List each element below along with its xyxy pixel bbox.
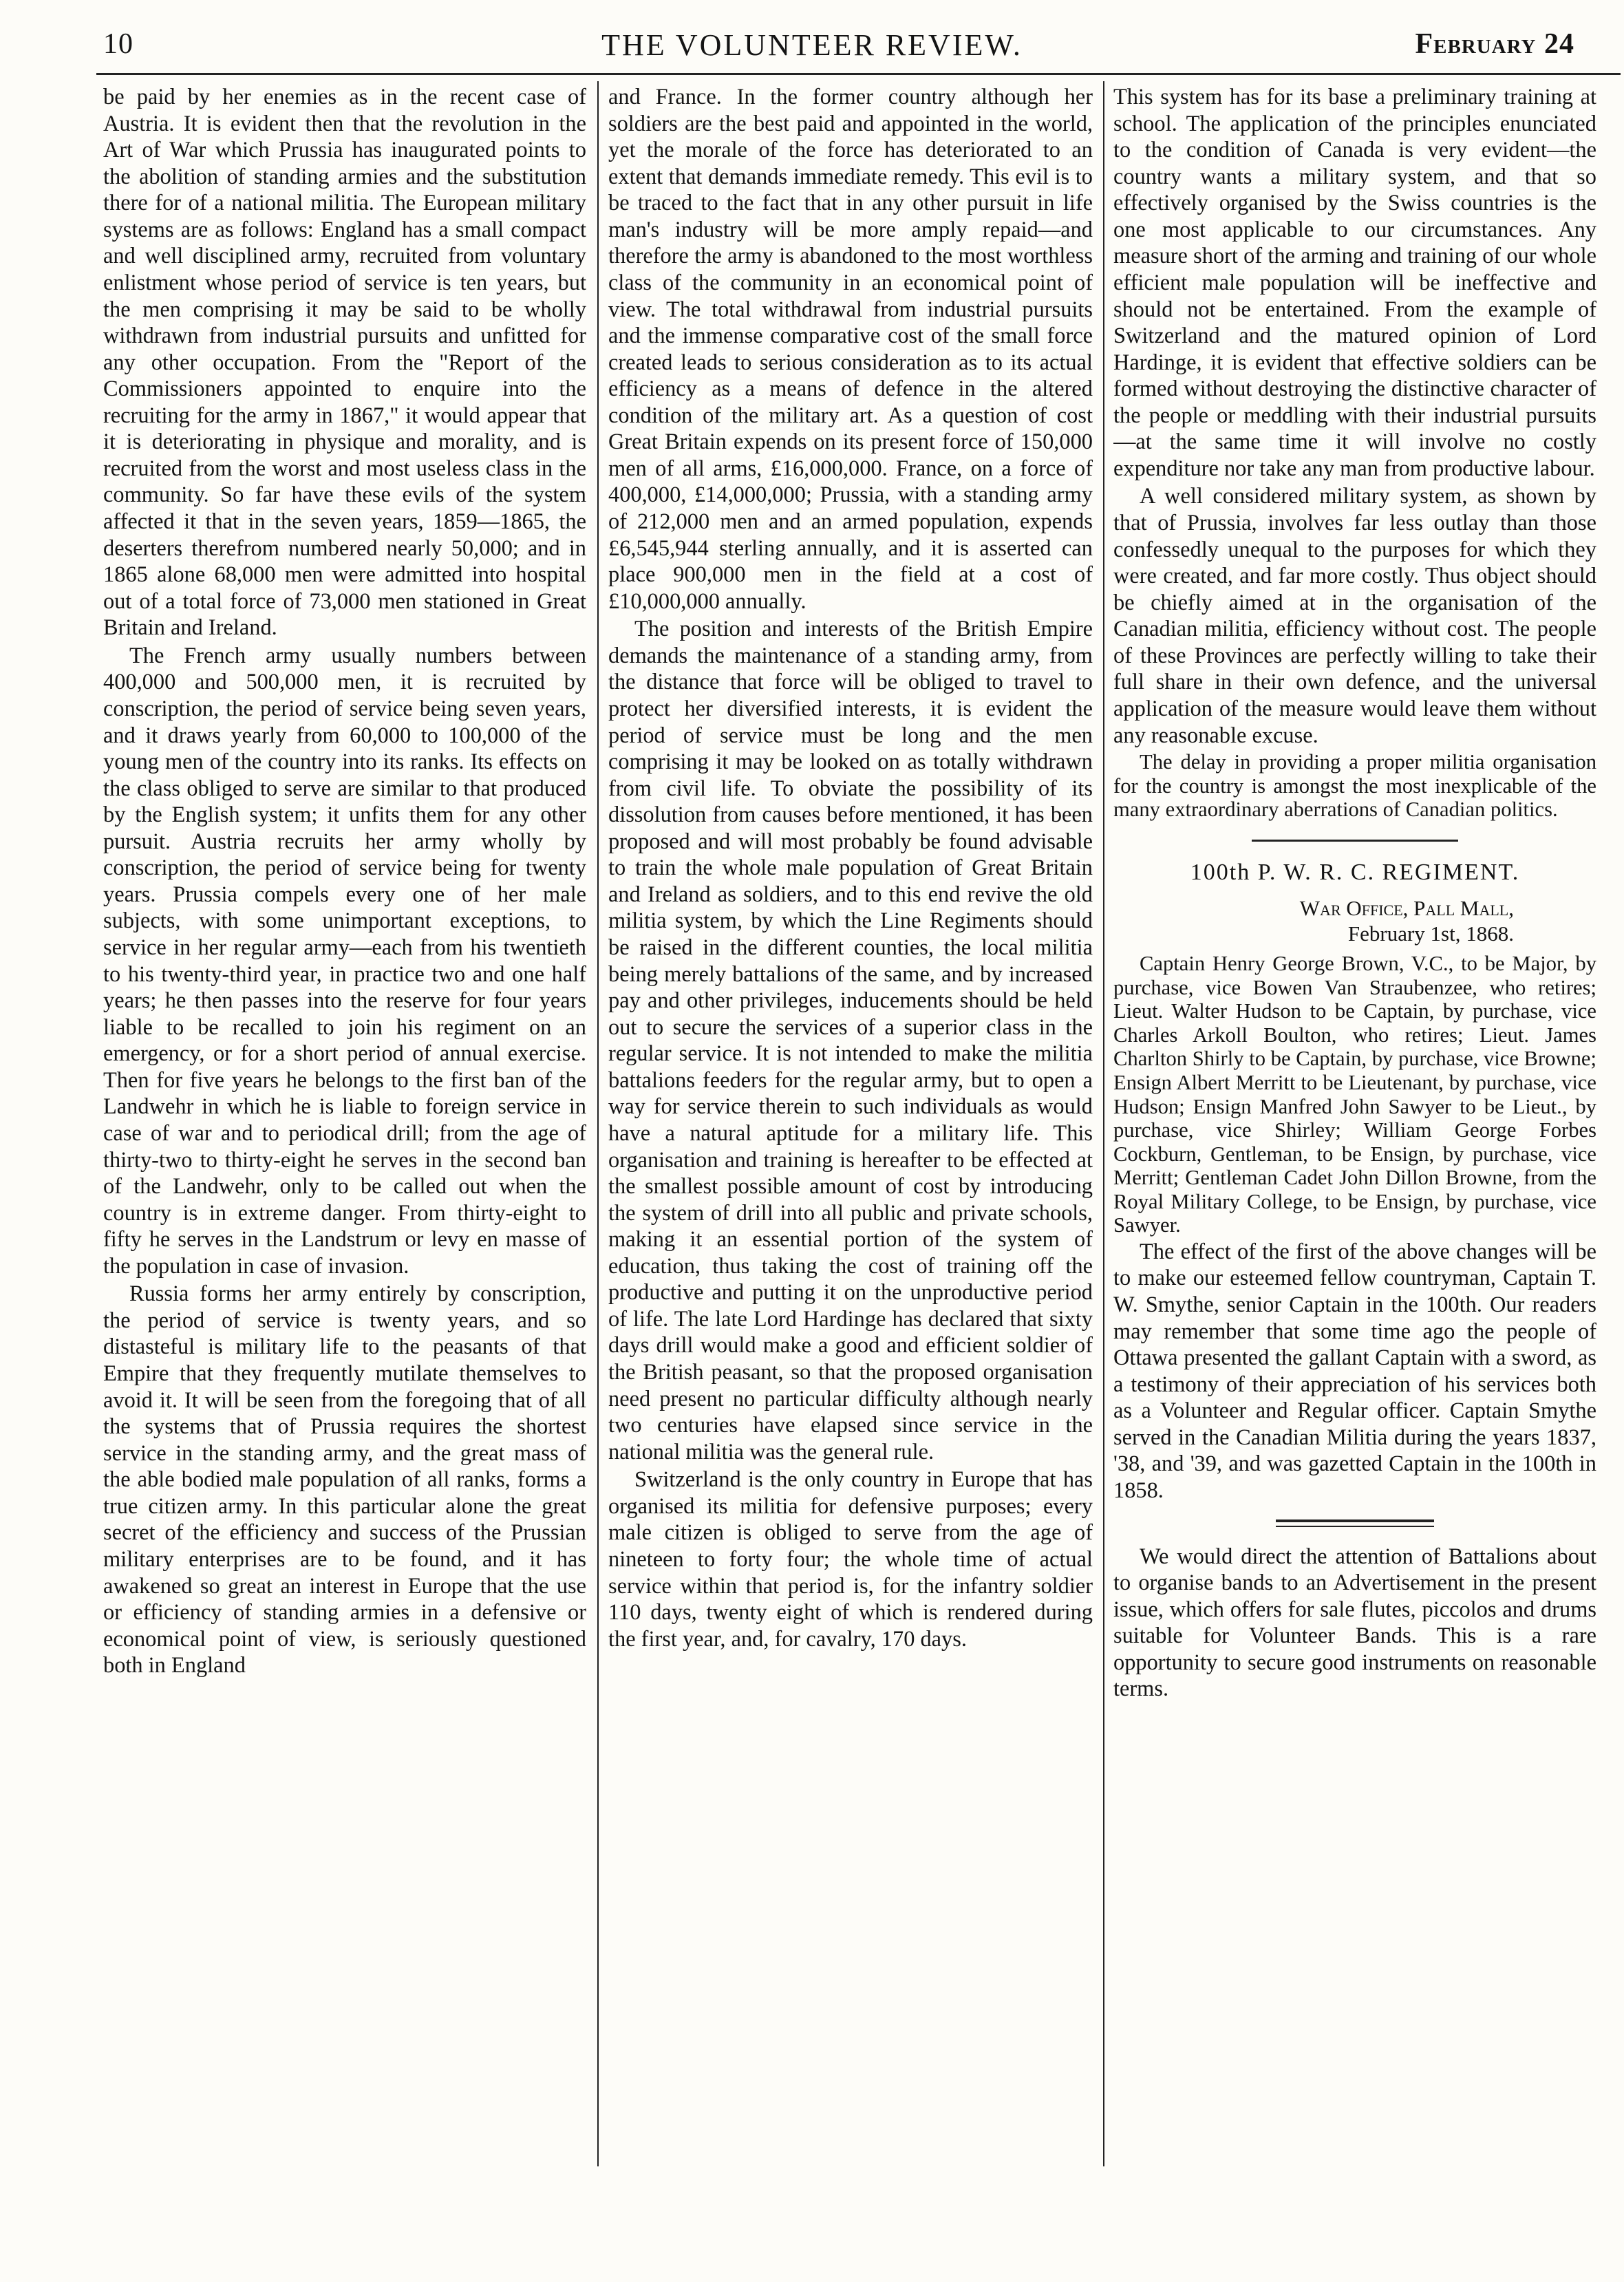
section-rule [1252,840,1458,842]
column-3 [1113,84,1596,2169]
article-paragraph: The French army usually numbers between 400,000 and 500,000 men, it is recruited by conscription, the period of service being seven years, and it draws yearly from 60,000 to 100,000 of the young men of the country into its ranks. Its effects on the class obliged to serve are similar to that produced by the English system; it unfits them for any other pursuit. Austria recruits her army wholly by conscription, the period of service being for twenty years. Prussia compels every one of her male subjects, with some unimportant exceptions, to service in her regular army—each from his twentieth to his twenty-third year, in practice two and one half years; he then passes into the reserve for four years liable to be recalled to join his regiment on an emergency, or for a short period of annual exercise. Then for five years he belongs to the first ban of the Landwehr in which he is liable to foreign service in case of war and to periodical drill; from the age of thirty-two to thirty-eight he serves in the second ban of the Landwehr, only to be called out when the country is in extreme danger. From thirty-eight to fifty he serves in the Landstrum or levy en masse of the population in case of invasion. [103,643,586,1279]
column-2 [608,84,1093,2169]
column-1 [103,84,586,2169]
column-divider-1 [597,81,599,2166]
article-paragraph: This system has for its base a preliminary training at school. The application of the principles enunciated to the condition of Canada is very evident—the country wants a military system, and that so effectively organised by the Swiss countries is the one most applicable to our circumstances. Any measure short of the arming and training of our whole efficient male population will be ineffective and should not be entertained. From the example of Switzerland and the matured opinion of Lord Hardinge, it is evident that effective soldiers can be formed without destroying the distinctive character of the people or meddling with their industrial pursuits—at the same time it will involve no costly expenditure nor take any man from productive labour. [1113,85,1596,481]
dateline [1113,895,1596,946]
office-date: February 1st, 1868. [1347,921,1514,946]
article-paragraph: The delay in providing a proper militia organisation for the country is amongst the most inexplicable of the many extraordinary aberrations of Canadian politics. [1113,750,1596,822]
office-line: War Office, Pall Mall, [1299,895,1514,920]
article-paragraph: and France. In the former country although her soldiers are the best paid and appointed in the world, yet the morale of the force has deteriorated to an extent that demands immediate remedy. This evil is to be traced to the fact that in any other pursuit in life man's industry will be more amply repaid—and therefore the army is abandoned to the most worthless class of the community in an economical point of view. The total withdrawal from industrial pursuits and the immense comparative cost of the small force created leads to serious consideration as to its actual efficiency as a means of defence in the altered condition of the military art. As a question of cost Great Britain expends on its present force of 150,000 men of all arms, £16,000,000. France, on a force of 400,000, £14,000,000; Prussia, with a standing army of 212,000 men and an armed population, expends £6,545,944 sterling annually, and it is asserted can place 900,000 men in the field at a cost of £10,000,000 annually. [608,85,1093,614]
issue-date: February 24 [1415,28,1574,60]
page-number: 10 [103,28,133,60]
regiment-heading: 100th P. W. R. C. REGIMENT. [1190,859,1520,885]
article-paragraph: be paid by her enemies as in the recent case of Austria. It is evident then that the revolution in the Art of War which Prussia has inaugurated points to the abolition of standing armies and the substitution there for of a national militia. The European military systems are as follows: England has a small compact and well disciplined army, recruited from voluntary enlistment whose period of service is ten years, but the men comprising it may be said to be wholly withdrawn from industrial pursuits and unfitted for any other occupation. From the "Report of the Commissioners appointed to enquire into the recruiting for the army in 1867," it would appear that it is deteriorating in physique and morality, and is recruited from the worst and most useless class in the community. So far have these evils of the system affected it that in the seven years, 1859—1865, the deserters therefrom numbered nearly 50,000; and in 1865 alone 68,000 men were admitted into hospital out of a total force of 73,000 men stationed in Great Britain and Ireland. [103,85,586,641]
notice-paragraph: We would direct the attention of Battalions about to organise bands to an Advertisement in the present issue, which offers for sale flutes, piccolos and drums suitable for Volunteer Bands. This is a rare opportunity to secure good instruments on reasonable terms. [1113,1544,1596,1702]
article-paragraph: The effect of the first of the above changes will be to make our esteemed fellow countryman, Captain T. W. Smythe, senior Captain in the 100th. Our readers may remember that some time ago the people of Ottawa presented the gallant Captain with a sword, as a testimony of their appreciation of his services both as a Volunteer and Regular officer. Captain Smythe served in the Canadian Militia during the years 1837, '38, and '39, and was gazetted Captain in the 100th in 1858. [1113,1239,1596,1503]
article-paragraph: Russia forms her army entirely by conscription, the period of service is twenty years, and so distasteful is military life to the peasants of that Empire that they frequently mutilate themselves to avoid it. It will be seen from the foregoing that of all the systems that of Prussia requires the shortest service in the standing army, and the great mass of the able bodied male population of all ranks, forms a true citizen army. In this particular alone the great secret of the efficiency and success of the Prussian military enterprises are to be found, and it has awakened so great an interest in Europe that the use or efficiency of standing armies in a defensive or economical point of view, is seriously questioned both in England [103,1281,586,1678]
column-divider-2 [1103,81,1104,2166]
separator-rule [1276,1519,1434,1527]
article-paragraph: Switzerland is the only country in Europe that has organised its militia for defensive purposes; every male citizen is obliged to serve from the age of nineteen to forty four; the whole time of actual service within that period is, for the infantry soldier 110 days, twenty eight of which is rendered during the first year, and, for cavalry, 170 days. [608,1467,1093,1652]
gazette-notice: Captain Henry George Brown, V.C., to be Major, by purchase, vice Bowen Van Straubenzee, who retires; Lieut. Walter Hudson to be Captain, by purchase, vice Charles Arkoll Boulton, who retires; Lieut. James Charlton Shirly to be Captain, by purchase, vice Browne; Ensign Albert Merritt to be Lieutenant, by purchase, vice Hudson; Ensign Manfred John Sawyer to be Lieut., by purchase, vice Shirley; William George Forbes Cockburn, Gentleman, to be Ensign, by purchase, vice Merritt; Gentleman Cadet John Dillon Browne, from the Royal Military College, to be Ensign, by purchase, vice Sawyer. [1113,952,1596,1237]
masthead-title: THE VOLUNTEER REVIEW. [601,28,1023,62]
article-paragraph: A well considered military system, as shown by that of Prussia, involves far less outlay than those confessedly unequal to the purposes for which they were created, and far more costly. Thus object should be chiefly aimed at in the organisation of the Canadian militia, efficiency without cost. The people of these Provinces are perfectly willing to take their full share in their own defence, and the universal application of the measure would leave them without any reasonable excuse. [1113,484,1596,748]
article-paragraph: The position and interests of the British Empire demands the maintenance of a standing army, from the distance that force will be obliged to travel to protect her diversified interests, it is evident the period of service must be long and the men comprising it may be looked on as totally withdrawn from civil life. To obviate the possibility of its dissolution from causes before mentioned, it has been proposed and will most probably be found advisable to train the whole male population of Great Britain and Ireland as soldiers, and to this end revive the old militia system, by which the Line Regiments should be raised in the different counties, the local militia being merely battalions of the same, and by increased pay and other privileges, inducements should be held out to secure the services of a superior class in the regular service. It is not intended to make the militia battalions feeders for the regular army, but to open a way for service therein to such individuals as would have a natural aptitude for a military life. This organisation and training is hereafter to be effected at the smallest possible amount of cost by introducing the system of drill into all public and private schools, making it an essential portion of the system of education, thus taking the cost of training off the productive and putting it on the unproductive period of life. The late Lord Hardinge has declared that sixty days drill would make a good and efficient soldier of the British peasant, so that the proposed organisation need present no particular difficulty although nearly two centuries have elapsed since service in the national militia was the general rule. [608,617,1093,1464]
header-rule [96,73,1621,75]
